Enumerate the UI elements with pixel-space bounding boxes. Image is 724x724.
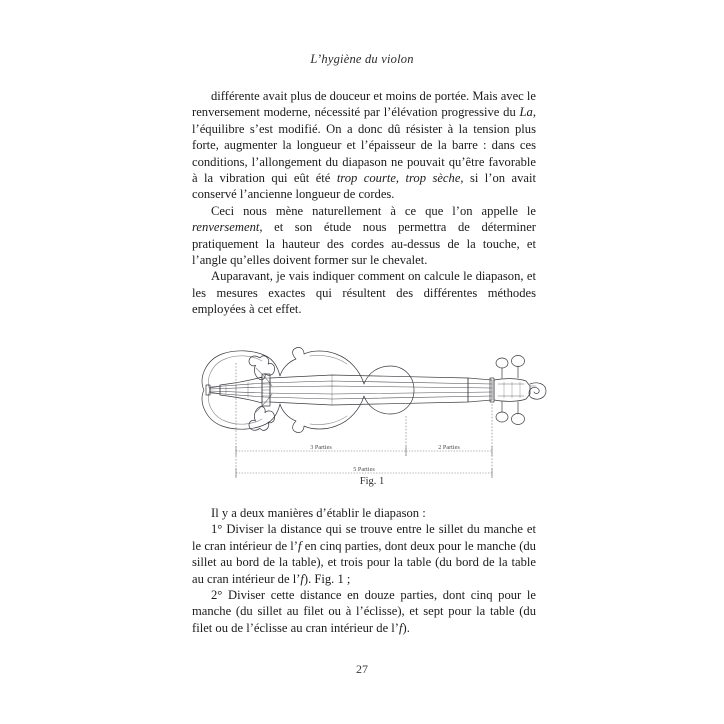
italic-term-f-2: f: [300, 571, 304, 586]
lower-text-column: [192, 505, 536, 636]
dimension-label-right: 2 Parties: [438, 444, 460, 451]
italic-term-f-1: f: [297, 538, 302, 553]
italic-term-f-3: f: [399, 620, 403, 635]
paragraph-3: Auparavant, je vais indiquer comment on calcule le diapason, et les mesures exactes qui résultent des différentes méthodes employées à cet effet.: [192, 269, 536, 317]
paragraph-4: Il y a deux manières d’établir le diapason :: [211, 506, 426, 520]
italic-term-renversement: renversement: [192, 220, 260, 235]
main-text-column: [192, 88, 536, 318]
paragraph-1: différente avait plus de douceur et moins de portée. Mais avec le renversement moderne, nécessité par l’élévation progressive du La, l’équilibre s’est modifié. On a donc dû résister à la tension plus forte, augmenter la longueur et l’épaisseur de la barre : dans ces conditions, l’allongement du diapason ne pouvait qu’être favorable à la vibration qui eût été trop courte, trop sèche, si l’on avait conservé l’ancienne longueur de cordes.: [192, 89, 536, 202]
paragraph-5: 1° Diviser la distance qui se trouve entre le sillet du manche et le cran intérieur de l’f en cinq parties, dont deux pour le manche (du sillet au bord de la table), et trois pour la table (du bord de la table au cran intérieur de l’f). Fig. 1 ;: [192, 522, 536, 586]
italic-term-la: La: [519, 105, 533, 120]
running-header: L’hygiène du violon: [310, 52, 414, 66]
page-number: 27: [356, 662, 368, 676]
dimension-label-total: 5 Parties: [353, 466, 375, 473]
italic-term-trop-courte: trop courte, trop sèche: [336, 171, 461, 186]
figure-caption: Fig. 1: [359, 476, 385, 487]
paragraph-6: 2° Diviser cette distance en douze parties, dont cinq pour le manche (du sillet au filet ou à l’éclisse), et sept pour la table (du filet ou de l’éclisse au cran intérieur de l’f).: [192, 588, 536, 635]
dimension-label-left: 3 Parties: [310, 444, 332, 451]
figure-violin-diagram: [192, 328, 552, 500]
paragraph-2: Ceci nous mène naturellement à ce que l’on appelle le renversement, et son étude nous permettra de déterminer pratiquement la hauteur des cordes au-dessus de la touche, et l’angle qu’elles doivent former sur le chevalet.: [192, 203, 536, 268]
